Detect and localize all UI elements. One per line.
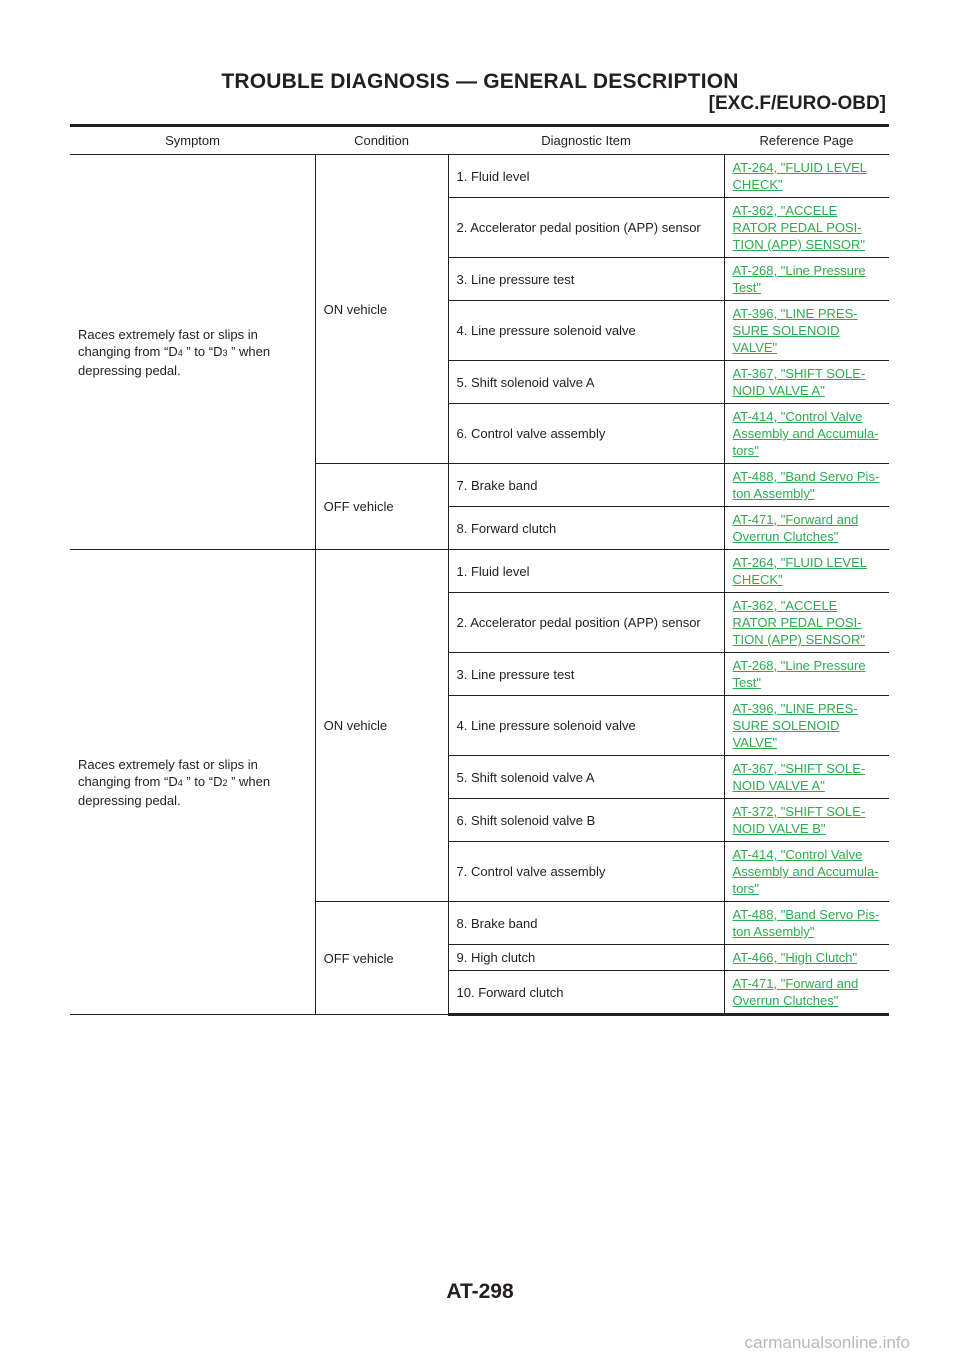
- diagnostic-item-cell: 4. Line pressure solenoid valve: [448, 301, 724, 361]
- reference-link[interactable]: AT-268, "Line Pressure Test": [732, 658, 866, 690]
- watermark: carmanualsonline.info: [744, 1333, 910, 1352]
- reference-link[interactable]: AT-362, "ACCELE RATOR PEDAL POSI-TION (APP) SENSOR": [732, 203, 866, 252]
- diagnostic-item-cell: 3. Line pressure test: [448, 653, 724, 696]
- diagnostic-item-cell: 2. Accelerator pedal position (APP) sensor: [448, 593, 724, 653]
- condition-cell: ON vehicle: [315, 155, 448, 464]
- diagnostic-item-cell: 1. Fluid level: [448, 550, 724, 593]
- reference-cell: [724, 945, 889, 971]
- symptom-cell: [70, 550, 315, 1015]
- reference-link[interactable]: AT-367, "SHIFT SOLE-NOID VALVE A": [732, 366, 866, 398]
- table-row: [70, 550, 889, 593]
- reference-cell: [724, 593, 889, 653]
- reference-link[interactable]: AT-471, "Forward and Overrun Clutches": [732, 976, 859, 1008]
- reference-link[interactable]: AT-471, "Forward and Overrun Clutches": [732, 512, 859, 544]
- condition-cell: OFF vehicle: [315, 464, 448, 550]
- symptom-text: Races extremely fast or slips in changing from “D: [78, 756, 258, 789]
- symptom-cell: [70, 155, 315, 550]
- reference-cell: [724, 653, 889, 696]
- reference-cell: [724, 198, 889, 258]
- symptom-text: ” to “D: [182, 343, 223, 359]
- diagnosis-table: [70, 127, 889, 1016]
- page-title: TROUBLE DIAGNOSIS — GENERAL DESCRIPTION: [221, 70, 739, 93]
- reference-cell: [724, 696, 889, 756]
- diagnostic-item-cell: 5. Shift solenoid valve A: [448, 361, 724, 404]
- condition-cell: OFF vehicle: [315, 902, 448, 1015]
- diagnostic-item-cell: 9. High clutch: [448, 945, 724, 971]
- column-header-reference-page: Reference Page: [724, 127, 889, 155]
- diagnostic-item-cell: 8. Brake band: [448, 902, 724, 945]
- column-header-condition: Condition: [315, 127, 448, 155]
- diagnostic-item-cell: 3. Line pressure test: [448, 258, 724, 301]
- reference-link[interactable]: AT-396, "LINE PRES-SURE SOLENOID VALVE": [732, 306, 858, 355]
- reference-cell: [724, 971, 889, 1015]
- reference-cell: [724, 902, 889, 945]
- reference-link[interactable]: AT-264, "FLUID LEVEL CHECK": [732, 555, 867, 587]
- diagnostic-item-cell: 8. Forward clutch: [448, 507, 724, 550]
- reference-cell: [724, 155, 889, 198]
- page-subtitle: [EXC.F/EURO-OBD]: [708, 93, 886, 114]
- symptom-text: Races extremely fast or slips in changing from “D: [78, 326, 258, 359]
- reference-link[interactable]: AT-362, "ACCELE RATOR PEDAL POSI-TION (APP) SENSOR": [732, 598, 866, 647]
- reference-cell: [724, 756, 889, 799]
- reference-link[interactable]: AT-268, "Line Pressure Test": [732, 263, 866, 295]
- reference-cell: [724, 361, 889, 404]
- reference-link[interactable]: AT-488, "Band Servo Pis-ton Assembly": [732, 469, 880, 501]
- reference-link[interactable]: AT-414, "Control Valve Assembly and Accumula-tors": [732, 847, 879, 896]
- page-number: AT-298: [446, 1280, 514, 1303]
- table-body: [70, 155, 889, 1015]
- reference-link[interactable]: AT-367, "SHIFT SOLE-NOID VALVE A": [732, 761, 866, 793]
- diagnostic-item-cell: 7. Brake band: [448, 464, 724, 507]
- reference-cell: [724, 464, 889, 507]
- reference-link[interactable]: AT-264, "FLUID LEVEL CHECK": [732, 160, 867, 192]
- reference-link[interactable]: AT-488, "Band Servo Pis-ton Assembly": [732, 907, 880, 939]
- symptom-text: ” when depressing pedal.: [78, 773, 271, 808]
- diagnostic-item-cell: 6. Control valve assembly: [448, 404, 724, 464]
- gear-to-subscript: 2: [222, 777, 228, 788]
- symptom-text: ” when depressing pedal.: [78, 343, 271, 378]
- condition-cell: ON vehicle: [315, 550, 448, 902]
- diagnostic-item-cell: 2. Accelerator pedal position (APP) sensor: [448, 198, 724, 258]
- reference-cell: [724, 301, 889, 361]
- reference-cell: [724, 842, 889, 902]
- reference-cell: [724, 404, 889, 464]
- reference-cell: [724, 550, 889, 593]
- reference-cell: [724, 258, 889, 301]
- gear-from-subscript: 4: [177, 777, 183, 788]
- column-header-diagnostic-item: Diagnostic Item: [448, 127, 724, 155]
- column-header-symptom: Symptom: [70, 127, 315, 155]
- diagnostic-item-cell: 5. Shift solenoid valve A: [448, 756, 724, 799]
- reference-cell: [724, 507, 889, 550]
- symptom-text: ” to “D: [182, 773, 223, 789]
- reference-cell: [724, 799, 889, 842]
- table-header-row: [70, 127, 889, 155]
- diagnostic-item-cell: 4. Line pressure solenoid valve: [448, 696, 724, 756]
- diagnostic-item-cell: 6. Shift solenoid valve B: [448, 799, 724, 842]
- gear-from-subscript: 4: [177, 347, 183, 358]
- diagnostic-item-cell: 7. Control valve assembly: [448, 842, 724, 902]
- reference-link[interactable]: AT-414, "Control Valve Assembly and Accumula-tors": [732, 409, 879, 458]
- diagnostic-item-cell: 10. Forward clutch: [448, 971, 724, 1015]
- diagnostic-item-cell: 1. Fluid level: [448, 155, 724, 198]
- gear-to-subscript: 3: [222, 347, 228, 358]
- table-row: [70, 155, 889, 198]
- reference-link[interactable]: AT-396, "LINE PRES-SURE SOLENOID VALVE": [732, 701, 858, 750]
- reference-link[interactable]: AT-372, "SHIFT SOLE-NOID VALVE B": [732, 804, 866, 836]
- reference-link[interactable]: AT-466, "High Clutch": [732, 950, 858, 965]
